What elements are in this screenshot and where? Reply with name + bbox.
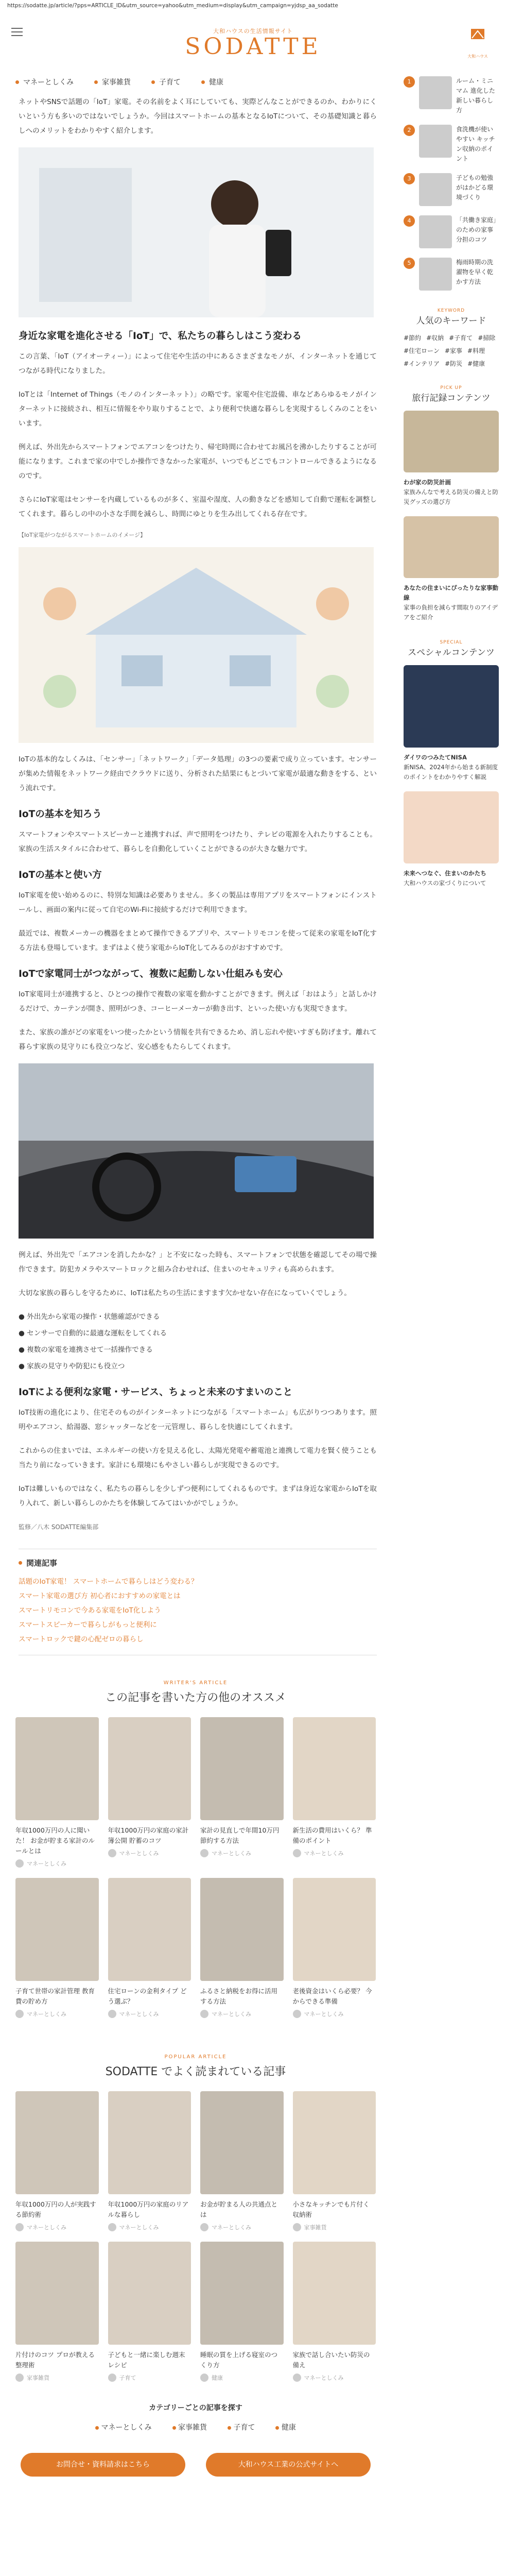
- avatar: [108, 2223, 116, 2231]
- card-image: [15, 2091, 99, 2194]
- iot-diagram: [19, 547, 374, 743]
- related-link[interactable]: スマートスピーカーで暮らしがもっと便利に: [19, 1621, 157, 1629]
- article-card[interactable]: [108, 1717, 191, 1868]
- card-byline: [15, 1859, 99, 1868]
- article-card[interactable]: [200, 2091, 284, 2231]
- card-byline: [200, 2010, 284, 2018]
- card-category: マネーとしくみ: [27, 1860, 66, 1867]
- hero-image: [19, 147, 374, 317]
- main-column: [0, 69, 391, 2507]
- bullet-item: ● 外出先から家電の操作・状態確認ができる: [19, 1313, 160, 1321]
- url-bar[interactable]: https://sodatte.jp/article/?pps=ARTICLE_ID&utm_source=yahoo&utm_medium=display&utm_campaign=yjdsp_aa_sodatte: [0, 0, 506, 11]
- article-card[interactable]: [293, 2091, 376, 2231]
- avatar: [293, 2010, 301, 2018]
- dot-icon: [228, 2426, 231, 2430]
- section-heading: IoTの基本を知ろう: [19, 809, 102, 820]
- section-heading: IoTによる便利な家電・サービス、ちょっと未来のすまいのこと: [19, 1387, 293, 1398]
- card-image: [108, 2242, 191, 2345]
- cat-link[interactable]: [172, 2422, 207, 2432]
- contact-button[interactable]: お問合せ・資料請求はこちら: [21, 2453, 185, 2477]
- related-label-text: 関連記事: [26, 1558, 58, 1568]
- avatar: [108, 2010, 116, 2018]
- nav-label: 家事雑貨: [102, 78, 131, 87]
- card-title: 子どもと一緒に楽しむ週末レシピ: [108, 2351, 185, 2369]
- popular-cards: [0, 2091, 391, 2382]
- avatar: [200, 2223, 208, 2231]
- card-category: マネーとしくみ: [212, 2224, 251, 2231]
- section-en: WRITER'S ARTICLE: [163, 1680, 228, 1686]
- card-image: [108, 2091, 191, 2194]
- article-card[interactable]: [293, 2242, 376, 2382]
- avatar: [108, 1849, 116, 1857]
- avatar: [15, 2374, 24, 2382]
- head-en: PICK UP: [440, 385, 462, 391]
- avatar: [293, 1849, 301, 1857]
- pickup-banner[interactable]: [404, 411, 499, 472]
- writer-cards: [0, 1717, 391, 2018]
- article-card[interactable]: [15, 1878, 99, 2018]
- card-category: マネーとしくみ: [119, 2011, 159, 2018]
- card-image: [293, 2091, 376, 2194]
- card-title: 新生活の費用はいくら？ 準備のポイント: [292, 1826, 372, 1844]
- avatar: [15, 2010, 24, 2018]
- avatar: [15, 1859, 24, 1868]
- category-nav: [0, 69, 391, 95]
- pickup-text: [404, 583, 499, 622]
- paragraph: IoTの基本的なしくみは、「センサー」「ネットワーク」「データ処理」の3つの要素で成り立っています。センサーが集めた情報をネットワーク経由でクラウドに送り、分析された結果にもとづいて家電が最適な動きをする、という流れです。: [19, 755, 377, 792]
- car-interior-image: [19, 1063, 374, 1239]
- card-image: [15, 1878, 99, 1981]
- section-heading: IoTの基本と使い方: [19, 870, 102, 880]
- ranking-list: [404, 76, 499, 291]
- card-title: 家族で話し合いたい防災の備え: [292, 2351, 370, 2369]
- head-ja: 人気のキーワード: [416, 316, 486, 326]
- card-category: 健康: [212, 2375, 223, 2381]
- site-header: [0, 11, 506, 69]
- card-image: [15, 2242, 99, 2345]
- site-tagline: 大和ハウスの生活情報サイト: [213, 28, 293, 35]
- card-title: 年収1000万円の人が実践する節約術: [15, 2200, 96, 2218]
- rank-thumbnail: [419, 215, 452, 248]
- related-link[interactable]: スマートリモコンで今ある家電をIoT化しよう: [19, 1606, 161, 1615]
- card-byline: [200, 2374, 284, 2382]
- related-link[interactable]: スマートロックで鍵の心配ゼロの暮らし: [19, 1635, 144, 1643]
- article-card[interactable]: [15, 2091, 99, 2231]
- card-byline: [293, 2010, 376, 2018]
- card-title: 年収1000万円の家庭のリアルな暮らし: [108, 2200, 189, 2218]
- article-card[interactable]: [15, 2242, 99, 2382]
- card-image: [293, 1878, 376, 1981]
- paragraph: この言葉、「IoT（アイオーティー）」によって住宅や生活の中にあるさまざまなモノが、インターネットを通じてつながる時代になりました。: [19, 352, 377, 375]
- intro-paragraph: ネットやSNSで話題の「IoT」家電。その名前をよく耳にしていても、実際どんなことができるのか、わかりにくいという方も多いのではないでしょうか。今回はスマートホームの基本となるIoTについて、その基礎知識と暮らしへのメリットをわかりやすく紹介します。: [19, 98, 377, 135]
- related-link[interactable]: 話題のIoT家電！ スマートホームで暮らしはどう変わる？: [19, 1578, 198, 1586]
- card-image: [108, 1717, 191, 1820]
- related-articles: [19, 1549, 377, 1655]
- rank-number: 3: [404, 173, 415, 184]
- cta-buttons: [0, 2453, 391, 2477]
- category-search-label: カテゴリーごとの記事を探す: [149, 2404, 242, 2412]
- card-image: [200, 1717, 284, 1820]
- keyword-tag[interactable]: #インテリア: [404, 360, 440, 367]
- card-byline: [15, 2223, 99, 2231]
- avatar: [108, 2374, 116, 2382]
- paragraph: IoT家電同士が連携すると、ひとつの操作で複数の家電を動かすことができます。例えば「おはよう」と話しかけるだけで、カーテンが開き、照明がつき、コーヒーメーカーが動き出す、といった使い方も実現できます。: [19, 990, 377, 1013]
- pickup-desc: 家族みんなで考える防災の備えと防災グッズの選び方: [404, 488, 498, 505]
- avatar: [200, 2374, 208, 2382]
- section-ja: SODATTE でよく読まれている記事: [105, 2065, 286, 2078]
- card-title: ふるさと納税をお得に活用する方法: [200, 1987, 278, 2005]
- special-text: [404, 753, 499, 782]
- article-card[interactable]: [108, 2242, 191, 2382]
- special-head: [404, 640, 499, 658]
- card-category: マネーとしくみ: [212, 2011, 251, 2018]
- related-link[interactable]: スマート家電の選び方 初心者におすすめの家電とは: [19, 1592, 181, 1600]
- ranking-item[interactable]: [404, 173, 499, 206]
- card-title: 住宅ローンの金利タイプ どう選ぶ？: [108, 1987, 187, 2005]
- dot-icon: [275, 2426, 279, 2430]
- rank-title: 子どもの勉強がはかどる環境づくり: [456, 174, 494, 201]
- pickup-title: あなたの住まいにぴったりな家事動線: [404, 584, 498, 601]
- cat-link-label: マネーとしくみ: [101, 2424, 152, 2432]
- pickup-text: [404, 478, 499, 507]
- avatar: [200, 1849, 208, 1857]
- article-card[interactable]: [15, 1717, 99, 1868]
- card-category: マネーとしくみ: [119, 2224, 159, 2231]
- site-logo[interactable]: [185, 27, 321, 59]
- card-image: [200, 2091, 284, 2194]
- pickup-title: わが家の防災計画: [404, 479, 451, 486]
- ranking-item[interactable]: [404, 215, 499, 248]
- cat-link-label: 家事雑貨: [178, 2424, 207, 2432]
- card-category: マネーとしくみ: [212, 1850, 251, 1857]
- card-byline: [108, 2374, 191, 2382]
- card-byline: [108, 2010, 191, 2018]
- nav-parenting[interactable]: [151, 75, 181, 89]
- section-heading: 身近な家電を進化させる「IoT」で、私たちの暮らしはこう変わる: [19, 331, 302, 342]
- paragraph: IoT技術の進化により、住宅そのものがインターネットにつながる「スマートホーム」も広がりつつあります。照明やエアコン、給湯器、窓シャッターなどを一元管理し、暮らしを快適にしてくれます。: [19, 1409, 377, 1431]
- special-banner[interactable]: [404, 791, 499, 863]
- official-site-button[interactable]: 大和ハウス工業の公式サイトへ: [206, 2453, 371, 2477]
- keyword-tag[interactable]: #防災: [445, 360, 463, 367]
- cat-link[interactable]: [228, 2422, 255, 2432]
- rank-thumbnail: [419, 76, 452, 109]
- popular-section-head: [0, 2054, 391, 2079]
- keyword-head: [404, 308, 499, 326]
- bullet-item: ● 複数の家電を連携させて一括操作できる: [19, 1346, 153, 1354]
- rank-title: 梅雨時期の洗濯物を早く乾かす方法: [456, 259, 494, 285]
- sidebar: [396, 69, 506, 905]
- menu-icon[interactable]: [11, 28, 23, 37]
- keyword-tag[interactable]: #健康: [467, 360, 485, 367]
- dot-icon: [19, 1561, 22, 1565]
- nav-label: 健康: [209, 78, 223, 87]
- dot-icon: [94, 80, 98, 84]
- rank-number: 1: [404, 76, 415, 88]
- bullet-item: ● 家族の見守りや防犯にも役立つ: [19, 1362, 125, 1370]
- card-byline: [200, 1849, 284, 1857]
- cat-link-label: 健康: [281, 2424, 296, 2432]
- paragraph: IoTは難しいものではなく、私たちの暮らしを少しずつ便利にしてくれるものです。まずは身近な家電からIoTを取り入れて、新しい暮らしのかたちを体験してみてはいかがでしょうか。: [19, 1485, 377, 1507]
- pickup-banner[interactable]: [404, 516, 499, 578]
- rank-title: 「共働き家庭」のための家事分担のコツ: [456, 216, 497, 243]
- rank-thumbnail: [419, 258, 452, 291]
- corporate-name: 大和ハウス: [467, 54, 488, 59]
- card-byline: [200, 2223, 284, 2231]
- card-image: [293, 2242, 376, 2345]
- paragraph: また、家族の誰がどの家電をいつ使ったかという情報を共有できるため、消し忘れや使いすぎも防げます。離れて暮らす家族の見守りにも役立つなど、安心感をもたらしてくれます。: [19, 1028, 377, 1051]
- paragraph: スマートフォンやスマートスピーカーと連携すれば、声で照明をつけたり、テレビの電源を入れたりすることも。家族の生活スタイルに合わせて、暮らしを自動化していくことができるのが大きな魅力です。: [19, 831, 377, 853]
- avatar: [293, 2374, 301, 2382]
- head-en: SPECIAL: [440, 640, 463, 645]
- rank-number: 5: [404, 258, 415, 269]
- ranking-item[interactable]: [404, 125, 499, 164]
- dot-icon: [95, 2426, 99, 2430]
- keyword-tag[interactable]: #節約: [404, 334, 422, 342]
- card-title: 小さなキッチンでも片付く収納術: [292, 2200, 370, 2218]
- keyword-tag[interactable]: #家事: [444, 347, 462, 354]
- keyword-tag[interactable]: #料理: [467, 347, 485, 354]
- pickup-desc: 家事の負担を減らす間取りのアイデアをご紹介: [404, 604, 498, 621]
- paragraph: さらにIoT家電はセンサーを内蔵しているものが多く、室温や湿度、人の動きなどを感知して自動で運転を調整してくれます。暮らしの中の小さな手間を減らし、時間にゆとりを生み出してくれる存在です。: [19, 496, 377, 518]
- bullet-item: ● センサーで自動的に最適な運転をしてくれる: [19, 1329, 167, 1337]
- article-card[interactable]: [293, 1878, 376, 2018]
- dot-icon: [151, 80, 155, 84]
- special-desc: 新NISA、2024年から始まる新制度のポイントをわかりやすく解説: [404, 764, 498, 781]
- keyword-tag[interactable]: #収納: [426, 334, 444, 342]
- keyword-tag[interactable]: #子育て: [449, 334, 473, 342]
- head-ja: 旅行記録コンテンツ: [412, 393, 491, 403]
- special-desc: 大和ハウスの家づくりについて: [404, 879, 486, 887]
- corporate-logo[interactable]: [461, 28, 495, 57]
- rank-number: 4: [404, 215, 415, 227]
- card-category: マネーとしくみ: [304, 1850, 344, 1857]
- special-banner[interactable]: [404, 665, 499, 748]
- head-en: KEYWORD: [437, 308, 465, 313]
- keyword-tag[interactable]: #掃除: [478, 334, 496, 342]
- paragraph: IoTとは「Internet of Things（モノのインターネット）」の略です。家電や住宅設備、車などあらゆるモノがインターネットに接続され、相互に情報をやり取りすることで、より便利で快適な暮らしを実現するしくみのことをいいます。: [19, 391, 377, 428]
- cat-link[interactable]: [275, 2422, 295, 2432]
- section-en: POPULAR ARTICLE: [164, 2054, 227, 2060]
- special-title: ダイワのつみたてNISA: [404, 754, 467, 761]
- card-image: [108, 1878, 191, 1981]
- paragraph: IoT家電を使い始めるのに、特別な知識は必要ありません。多くの製品は専用アプリをスマートフォンにインストールし、画面の案内に従って自宅のWi-Fiに接続するだけで利用できます。: [19, 891, 377, 914]
- card-byline: [108, 1849, 191, 1857]
- card-byline: [293, 1849, 376, 1857]
- card-title: 睡眠の質を上げる寝室のつくり方: [200, 2351, 278, 2369]
- dot-icon: [15, 80, 19, 84]
- card-byline: [293, 2223, 376, 2231]
- article-card[interactable]: [200, 1878, 284, 2018]
- article-card[interactable]: [293, 1717, 376, 1868]
- card-image: [200, 2242, 284, 2345]
- card-title: 年収1000万円の人に聞いた！ お金が貯まる家計のルールとは: [15, 1826, 95, 1855]
- article-card[interactable]: [108, 2091, 191, 2231]
- section-heading: IoTで家電同士がつながって、複数に起動しない仕組みも安心: [19, 969, 283, 979]
- nav-label: 子育て: [159, 78, 181, 87]
- card-byline: [15, 2010, 99, 2018]
- paragraph: 例えば、外出先からスマートフォンでエアコンをつけたり、帰宅時間に合わせてお風呂を沸かしたりすることが可能になります。これまで家の中でしか操作できなかった家電が、いつでもどこでもコントロールできるようになるのです。: [19, 443, 377, 480]
- card-title: お金が貯まる人の共通点とは: [200, 2200, 278, 2218]
- keyword-list: [404, 333, 499, 368]
- nav-health[interactable]: [201, 75, 223, 89]
- rank-number: 2: [404, 125, 415, 136]
- card-category: 家事雑貨: [27, 2375, 49, 2381]
- article-card[interactable]: [200, 1717, 284, 1868]
- rank-thumbnail: [419, 173, 452, 206]
- card-title: 子育て世帯の家計管理 教育費の貯め方: [15, 1987, 95, 2005]
- article-card[interactable]: [108, 1878, 191, 2018]
- paragraph: 大切な家族の暮らしを守るために、IoTは私たちの生活にますます欠かせない存在になっていくでしょう。: [19, 1289, 351, 1297]
- category-search: [0, 2402, 391, 2432]
- card-category: 子育て: [119, 2375, 136, 2381]
- avatar: [200, 2010, 208, 2018]
- site-name: SODATTE: [185, 33, 321, 60]
- card-title: 家計の見直しで年間10万円節約する方法: [200, 1826, 280, 1844]
- ranking-item[interactable]: [404, 76, 499, 115]
- ranking-item[interactable]: [404, 258, 499, 291]
- card-title: 老後資金はいくら必要？ 今からできる準備: [292, 1987, 372, 2005]
- figure-caption: 【IoT家電がつながるスマートホームのイメージ】: [19, 532, 146, 538]
- card-byline: [15, 2374, 99, 2382]
- article-body: [0, 95, 391, 1655]
- card-image: [293, 1717, 376, 1820]
- card-category: マネーとしくみ: [27, 2011, 66, 2018]
- rank-title: ルーム・ミニマム 進化した新しい暮らし方: [456, 77, 495, 114]
- rank-title: 食洗機が使いやすい キッチン収納のポイント: [456, 126, 495, 162]
- section-ja: この記事を書いた方の他のオススメ: [105, 1691, 286, 1704]
- dot-icon: [172, 2426, 176, 2430]
- head-ja: スペシャルコンテンツ: [408, 648, 495, 658]
- card-byline: [108, 2223, 191, 2231]
- rank-thumbnail: [419, 125, 452, 158]
- special-text: [404, 869, 499, 888]
- cat-link-label: 子育て: [233, 2424, 255, 2432]
- special-title: 未来へつなぐ、住まいのかたち: [404, 870, 486, 877]
- avatar: [293, 2223, 301, 2231]
- card-title: 年収1000万円の家庭の家計簿公開 貯蓄のコツ: [108, 1826, 189, 1844]
- card-image: [15, 1717, 99, 1820]
- card-category: マネーとしくみ: [304, 2375, 344, 2381]
- card-category: 家事雑貨: [304, 2224, 327, 2231]
- paragraph: これからの住まいでは、エネルギーの使い方を見える化し、太陽光発電や蓄電池と連携して電力を賢く使うことも当たり前になっていきます。家計にも環境にもやさしい暮らしが実現できるのです。: [19, 1447, 377, 1469]
- card-title: 片付けのコツ プロが教える整理術: [15, 2351, 95, 2369]
- paragraph: 最近では、複数メーカーの機器をまとめて操作できるアプリや、スマートリモコンを使って従来の家電をIoT化する方法も登場しています。まずはよく使う家電からIoT化してみるのがおすすめです。: [19, 929, 377, 952]
- writer-section-head: [0, 1680, 391, 1705]
- card-category: マネーとしくみ: [27, 2224, 66, 2231]
- avatar: [15, 2223, 24, 2231]
- nav-label: マネーとしくみ: [23, 78, 74, 87]
- article-card[interactable]: [200, 2242, 284, 2382]
- card-category: マネーとしくみ: [119, 1850, 159, 1857]
- keyword-tag[interactable]: #住宅ローン: [404, 347, 440, 354]
- nav-money[interactable]: [15, 75, 74, 89]
- credit: 監修／八木 SODATTE編集部: [19, 1523, 99, 1531]
- pickup-head: [404, 385, 499, 403]
- cat-link[interactable]: [95, 2422, 151, 2432]
- dot-icon: [201, 80, 205, 84]
- paragraph: 例えば、外出先で「エアコンを消したかな？」と不安になった時も、スマートフォンで状態を確認してその場で操作できます。防犯カメラやスマートロックと組み合わせれば、住まいのセキュリティも高められます。: [19, 1251, 377, 1274]
- related-label: [19, 1557, 377, 1568]
- card-image: [200, 1878, 284, 1981]
- card-byline: [293, 2374, 376, 2382]
- nav-housework[interactable]: [94, 75, 131, 89]
- card-category: マネーとしくみ: [304, 2011, 344, 2018]
